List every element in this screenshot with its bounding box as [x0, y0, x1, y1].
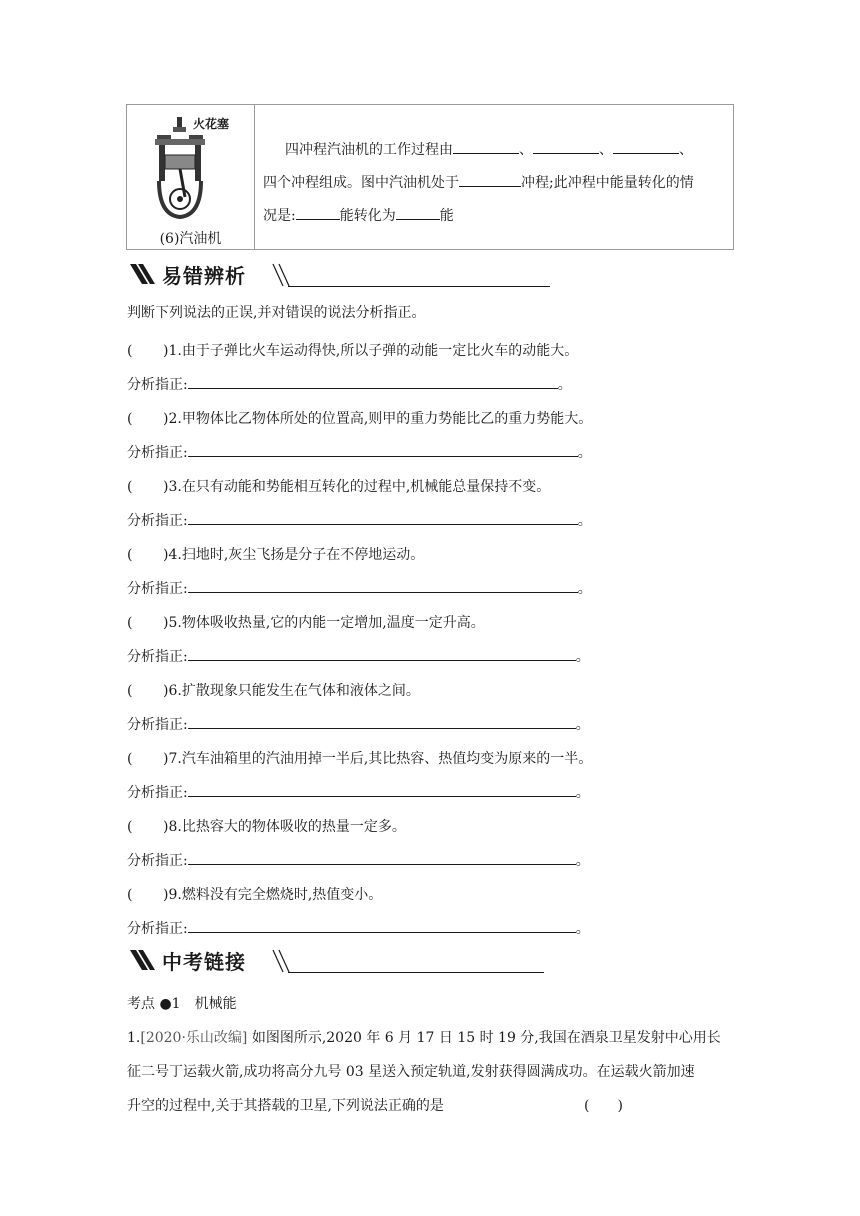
question-1-line-3: 升空的过程中,关于其搭载的卫星,下列说法正确的是 ( ) — [127, 1095, 444, 1115]
blank-energy-from[interactable] — [296, 205, 340, 220]
table-line-3: 况是: 能转化为 能 — [263, 205, 454, 225]
statement-text: )3.在只有动能和势能相互转化的过程中,机械能总量保持不变。 — [163, 479, 551, 495]
statement-text: )7.汽车油箱里的汽油用掉一半后,其比热容、热值均变为原来的一半。 — [163, 751, 593, 767]
analysis-label: 分析指正: — [127, 921, 188, 937]
question-1-line-2: 征二号丁运载火箭,成功将高分九号 03 星送入预定轨道,发射获得圆满成功。在运载火箭加速 — [127, 1064, 695, 1080]
item-statement — [127, 408, 592, 428]
analysis-line: 分析指正: 。 — [127, 850, 590, 870]
item-statement — [127, 612, 485, 632]
analysis-line: 分析指正: 。 — [127, 442, 592, 462]
analysis-line: 分析指正: 。 — [127, 918, 590, 938]
statement-text: )4.扫地时,灰尘飞扬是分子在不停地运动。 — [163, 547, 425, 563]
instruction-text: 判断下列说法的正误,并对错误的说法分析指正。 — [127, 305, 426, 321]
blank-current-stroke[interactable] — [459, 172, 521, 187]
section-rule — [288, 972, 544, 973]
analysis-answer-line[interactable] — [188, 442, 578, 457]
section-title: 中考链接 — [162, 950, 246, 974]
analysis-line: 分析指正: 。 — [127, 578, 592, 598]
answer-parentheses[interactable]: ( ) — [584, 1098, 623, 1114]
section-slash-icon — [128, 948, 158, 972]
judgement-parentheses[interactable]: ( — [127, 547, 133, 563]
figure-caption: (6)汽油机 — [159, 231, 222, 247]
analysis-label: 分析指正: — [127, 853, 188, 869]
statement-text: )2.甲物体比乙物体所处的位置高,则甲的重力势能比乙的重力势能大。 — [163, 411, 593, 427]
analysis-line: 分析指正: 。 — [127, 782, 590, 802]
analysis-answer-line[interactable] — [188, 374, 558, 389]
statement-text: )9.燃料没有完全燃烧时,热值变小。 — [163, 887, 383, 903]
blank-stroke-3[interactable] — [613, 139, 679, 154]
table-line-1: 四冲程汽油机的工作过程由 、 、 、 — [285, 139, 693, 159]
item-statement — [127, 884, 382, 904]
section-slash-icon — [128, 262, 158, 286]
item-statement — [127, 680, 420, 700]
item-statement — [127, 816, 406, 836]
question-1-line-1: 1.[2020·乐山改编] 如图图所示,2020 年 6 月 17 日 15 时 19 分,我国在酒泉卫星发射中心用长 — [127, 1030, 721, 1046]
section-tail-icon — [270, 262, 294, 288]
line1-text: 四冲程汽油机的工作过程由 — [285, 142, 453, 158]
section-header-exam-link — [128, 946, 546, 974]
engine-question-cell — [255, 105, 733, 249]
judgement-parentheses[interactable]: ( — [127, 683, 133, 699]
statement-text: )6.扩散现象只能发生在气体和液体之间。 — [163, 683, 420, 699]
analysis-answer-line[interactable] — [188, 646, 576, 661]
analysis-answer-line[interactable] — [188, 510, 578, 525]
statement-text: )8.比热容大的物体吸收的热量一定多。 — [163, 819, 406, 835]
analysis-line: 分析指正: 。 — [127, 646, 590, 666]
item-statement — [127, 748, 592, 768]
engine-figure-cell — [127, 105, 255, 249]
analysis-label: 分析指正: — [127, 445, 188, 461]
judgement-parentheses[interactable]: ( — [127, 411, 133, 427]
judgement-parentheses[interactable]: ( — [127, 479, 133, 495]
analysis-label: 分析指正: — [127, 785, 188, 801]
judgement-parentheses[interactable]: ( — [127, 751, 133, 767]
blank-stroke-2[interactable] — [533, 139, 599, 154]
concept-table — [126, 104, 734, 250]
statement-text: )5.物体吸收热量,它的内能一定增加,温度一定升高。 — [163, 615, 485, 631]
kaodian-label: 考点 ●1 机械能 — [127, 996, 237, 1012]
analysis-answer-line[interactable] — [188, 578, 578, 593]
section-tail-icon — [270, 948, 294, 974]
analysis-label: 分析指正: — [127, 717, 188, 733]
analysis-label: 分析指正: — [127, 377, 188, 393]
judgement-parentheses[interactable]: ( — [127, 343, 133, 359]
judgement-parentheses[interactable]: ( — [127, 887, 133, 903]
statement-text: )1.由于子弹比火车运动得快,所以子弹的动能一定比火车的动能大。 — [163, 343, 579, 359]
blank-energy-to[interactable] — [396, 205, 440, 220]
question-source: [2020·乐山改编] — [140, 1030, 248, 1046]
item-statement — [127, 544, 424, 564]
analysis-label: 分析指正: — [127, 513, 188, 529]
analysis-answer-line[interactable] — [188, 782, 576, 797]
analysis-line: 分析指正: 。 — [127, 714, 590, 734]
item-statement — [127, 476, 550, 496]
analysis-answer-line[interactable] — [188, 918, 576, 933]
analysis-label: 分析指正: — [127, 581, 188, 597]
judgement-parentheses[interactable]: ( — [127, 819, 133, 835]
section-title: 易错辨析 — [162, 264, 246, 288]
judgement-parentheses[interactable]: ( — [127, 615, 133, 631]
analysis-answer-line[interactable] — [188, 714, 576, 729]
analysis-answer-line[interactable] — [188, 850, 576, 865]
section-header-common-mistakes — [128, 260, 552, 288]
analysis-line: 分析指正: 。 — [127, 510, 592, 530]
table-line-2: 四个冲程组成。图中汽油机处于 冲程;此冲程中能量转化的情 — [263, 172, 694, 192]
analysis-line: 分析指正: 。 — [127, 374, 572, 394]
blank-stroke-1[interactable] — [453, 139, 519, 154]
item-statement — [127, 340, 578, 360]
spark-plug-label: 火花塞 — [193, 117, 230, 131]
analysis-label: 分析指正: — [127, 649, 188, 665]
section-rule — [288, 286, 550, 287]
